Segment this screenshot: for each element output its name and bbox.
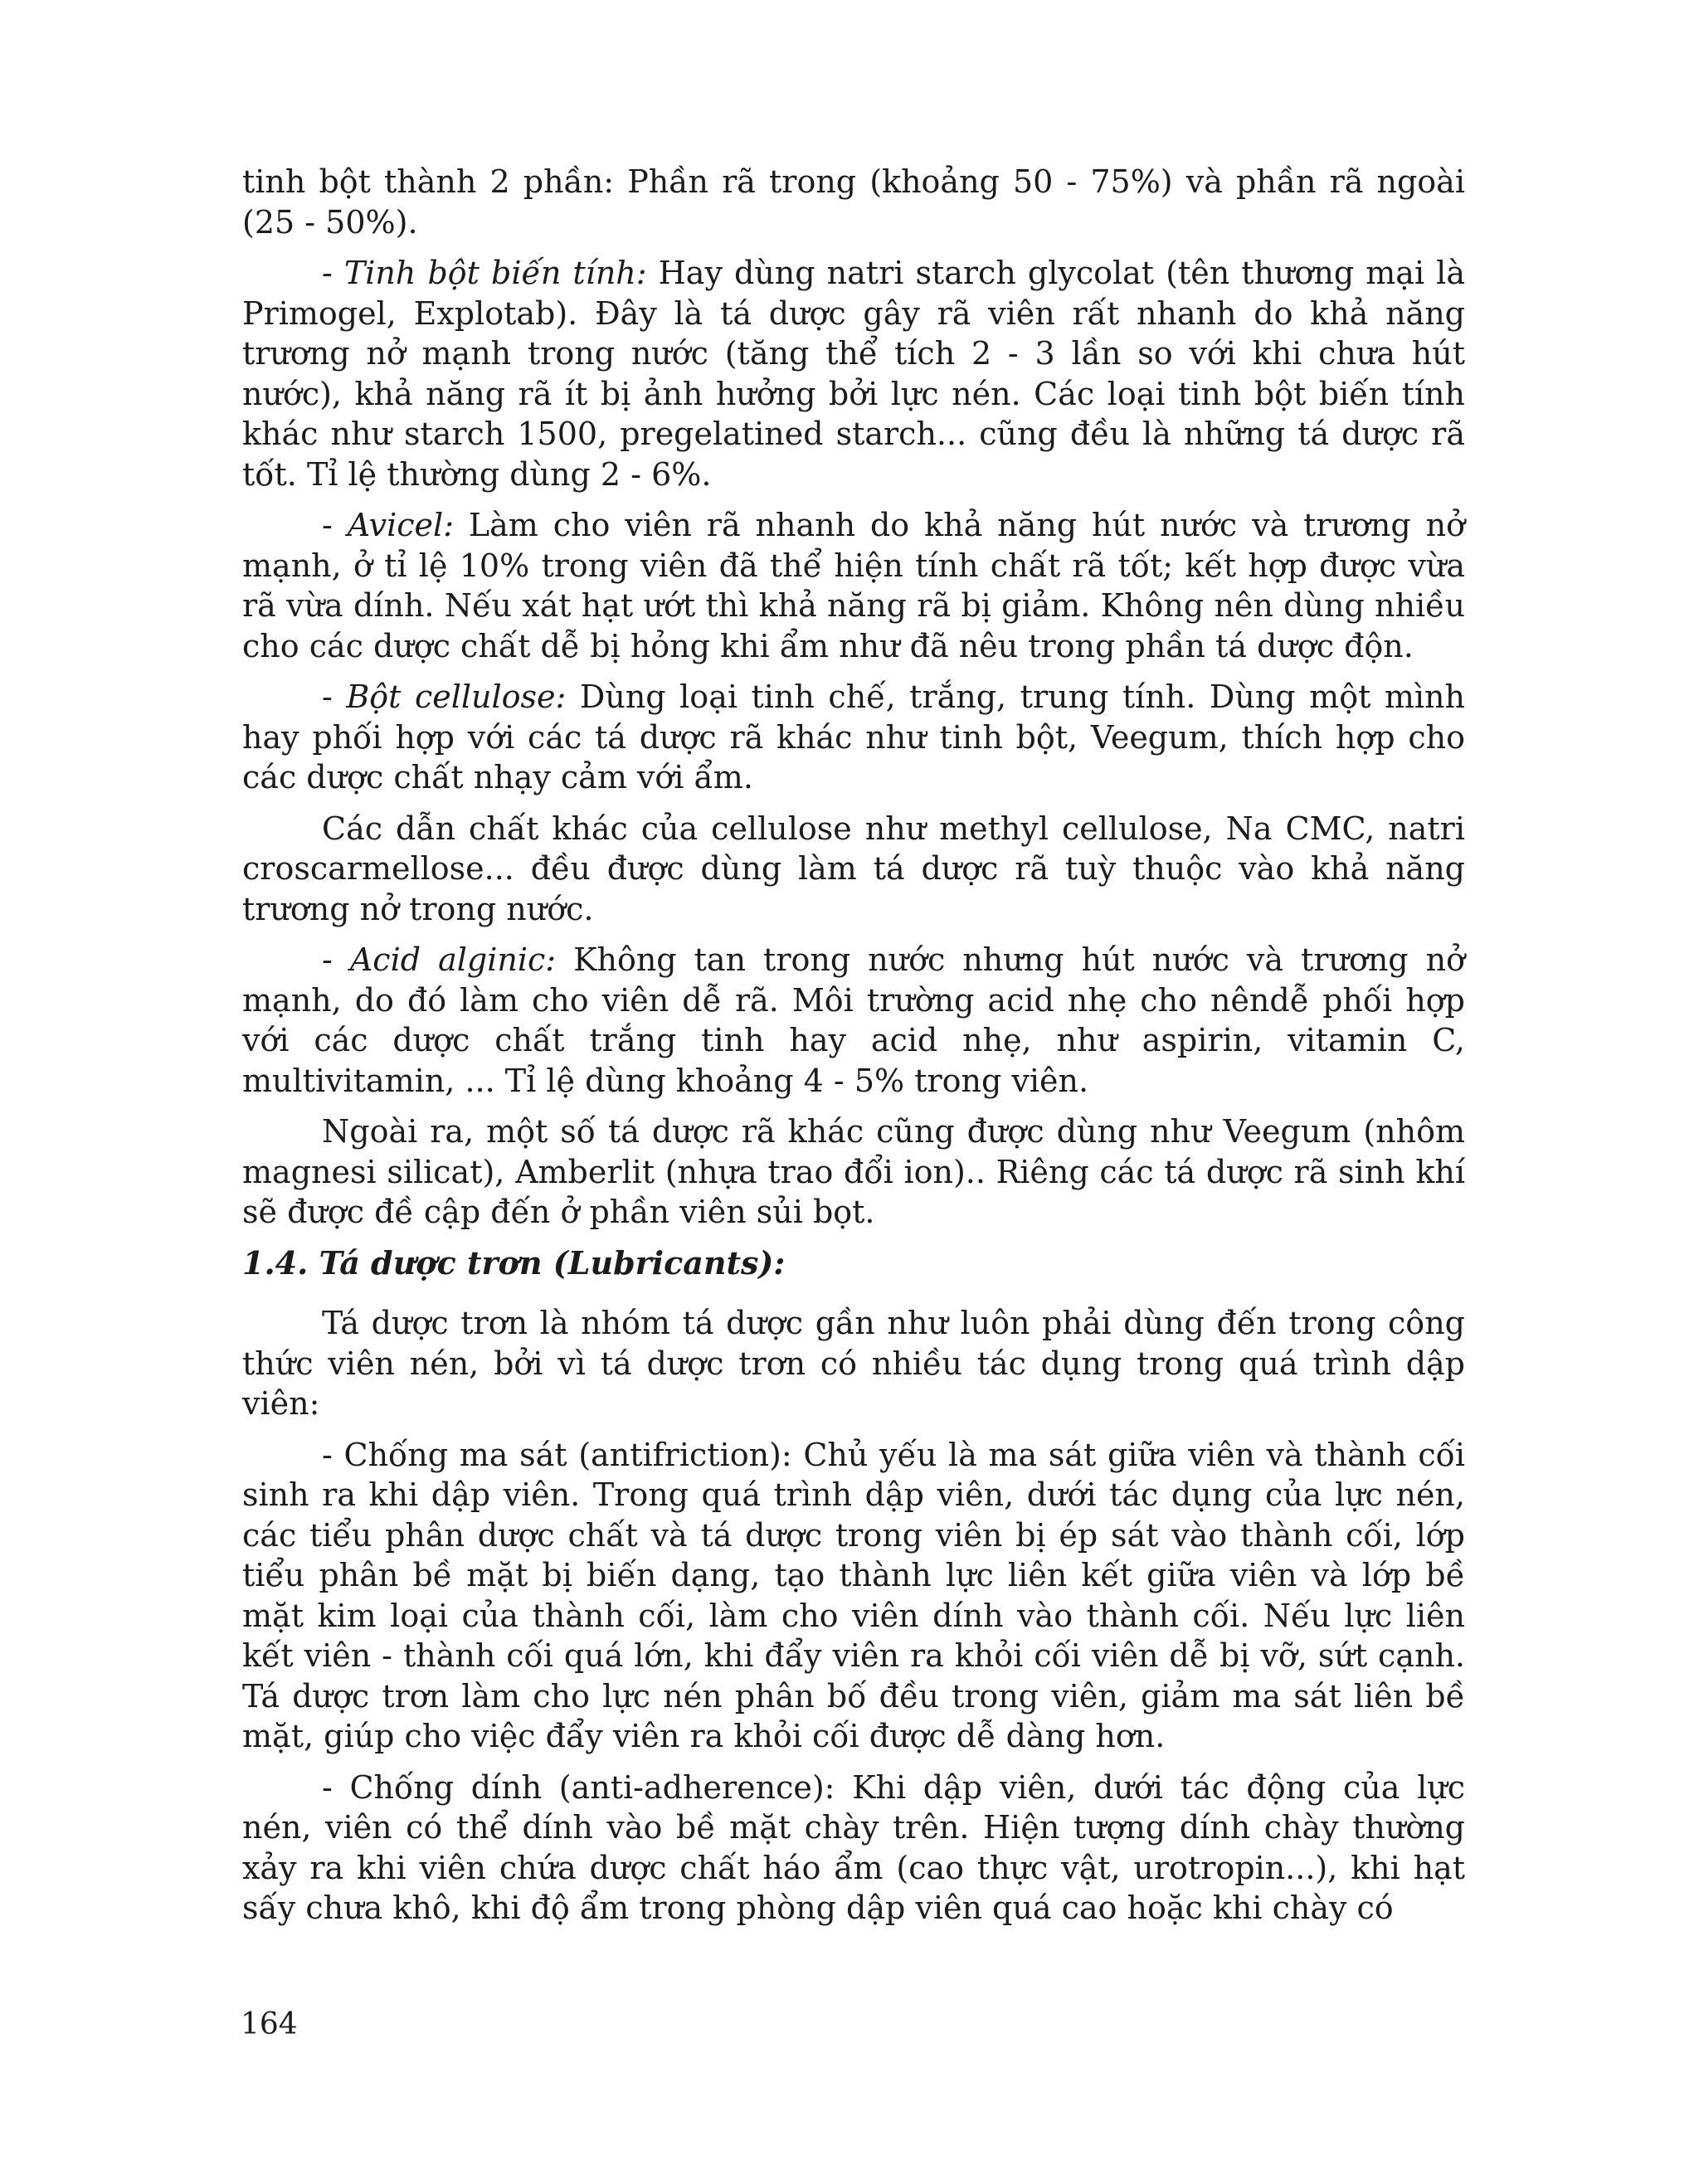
paragraph-antifriction bbox=[242, 1435, 1465, 1757]
paragraph-text: Không tan trong nước nhưng hút nước và trương nở mạnh, do đó làm cho viên dễ rã. Môi trường acid nhẹ cho nêndễ phối hợp với các dược chất trắng tinh hay acid nhẹ, như aspirin, vitamin C, multivitamin, ... Tỉ lệ dùng khoảng 4 - 5% trong viên. bbox=[242, 941, 1465, 1099]
page-content bbox=[242, 162, 1465, 1939]
paragraph-text: Hay dùng natri starch glycolat (tên thương mại là Primogel, Explotab). Đây là tá dược gây rã viên rất nhanh do khả năng trương nở mạnh trong nước (tăng thể tích 2 - 3 lần so với khi chưa hút nước), khả năng rã ít bị ảnh hưởng bởi lực nén. Các loại tinh bột biến tính khác như starch 1500, pregelatined starch... cũng đều là những tá dược rã tốt. Tỉ lệ thường dùng 2 - 6%. bbox=[242, 255, 1465, 493]
paragraph-text: Các dẫn chất khác của cellulose như methyl cellulose, Na CMC, natri croscarmellose... đều được dùng làm tá dược rã tuỳ thuộc vào khả năng trương nở trong nước. bbox=[242, 810, 1465, 927]
paragraph-cellulose-powder bbox=[242, 677, 1465, 798]
page-number: 164 bbox=[241, 2007, 298, 2041]
paragraph-lead: - Bột cellulose: bbox=[322, 679, 567, 715]
section-heading: 1.4. Tá dược trơn (Lubricants): bbox=[242, 1243, 786, 1282]
paragraph-lubricants-intro bbox=[242, 1303, 1465, 1424]
paragraph-text: Dùng loại tinh chế, trắng, trung tính. Dùng một mình hay phối hợp với các tá dược rã khác như tinh bột, Veegum, thích hợp cho các dược chất nhạy cảm với ẩm. bbox=[242, 679, 1466, 795]
paragraph-text: tinh bột thành 2 phần: Phần rã trong (khoảng 50 - 75%) và phần rã ngoài (25 - 50%). bbox=[242, 163, 1465, 241]
paragraph-text: - Chống dính (anti-adherence): Khi dập viên, dưới tác động của lực nén, viên có thể dính vào bề mặt chày trên. Hiện tượng dính chày thường xảy ra khi viên chứa dược chất háo ẩm (cao thực vật, urotropin...), khi hạt sấy chưa khô, khi độ ẩm trong phòng dập viên quá cao hoặc khi chày có bbox=[242, 1768, 1465, 1926]
paragraph-text: - Chống ma sát (antifriction): Chủ yếu là ma sát giữa viên và thành cối sinh ra khi dập viên. Trong quá trình dập viên, dưới tác dụng của lực nén, các tiểu phân dược chất và tá dược trong viên bị ép sát vào thành cối, lớp tiểu phân bề mặt bị biến dạng, tạo thành lực liên kết giữa viên và lớp bề mặt kim loại của thành cối, làm cho viên dính vào thành cối. Nếu lực liên kết viên - thành cối quá lớn, khi đẩy viên ra khỏi cối viên dễ bị vỡ, sứt cạnh. Tá dược trơn làm cho lực nén phân bố đều trong viên, giảm ma sát liên bề mặt, giúp cho việc đẩy viên ra khỏi cối được dễ dàng hơn. bbox=[242, 1436, 1465, 1754]
paragraph-lead: - Avicel: bbox=[322, 507, 454, 543]
paragraph-text: Ngoài ra, một số tá dược rã khác cũng được dùng như Veegum (nhôm magnesi silicat), Amberlit (nhựa trao đổi ion).. Riêng các tá dược rã sinh khí sẽ được đề cập đến ở phần viên sủi bọt. bbox=[242, 1113, 1465, 1230]
paragraph-text: Tá dược trơn là nhóm tá dược gần như luôn phải dùng đến trong công thức viên nén, bởi vì tá dược trơn có nhiều tác dụng trong quá trình dập viên: bbox=[242, 1305, 1465, 1422]
paragraph-lead: - Acid alginic: bbox=[322, 941, 557, 978]
paragraph-other-disintegrants bbox=[242, 1111, 1465, 1233]
paragraph-lead: - Tinh bột biến tính: bbox=[322, 255, 647, 291]
paragraph-avicel bbox=[242, 505, 1465, 666]
paragraph-cellulose-derivatives bbox=[242, 809, 1465, 930]
paragraph-text: Làm cho viên rã nhanh do khả năng hút nước và trương nở mạnh, ở tỉ lệ 10% trong viên đã thể hiện tính chất rã tốt; kết hợp được vừa rã vừa dính. Nếu xát hạt ướt thì khả năng rã bị giảm. Không nên dùng nhiều cho các dược chất dễ bị hỏng khi ẩm như đã nêu trong phần tá dược độn. bbox=[242, 507, 1465, 664]
paragraph-alginic-acid bbox=[242, 940, 1465, 1101]
paragraph-anti-adherence bbox=[242, 1768, 1465, 1929]
paragraph-modified-starch bbox=[242, 253, 1465, 494]
paragraph-continuation bbox=[242, 162, 1465, 242]
